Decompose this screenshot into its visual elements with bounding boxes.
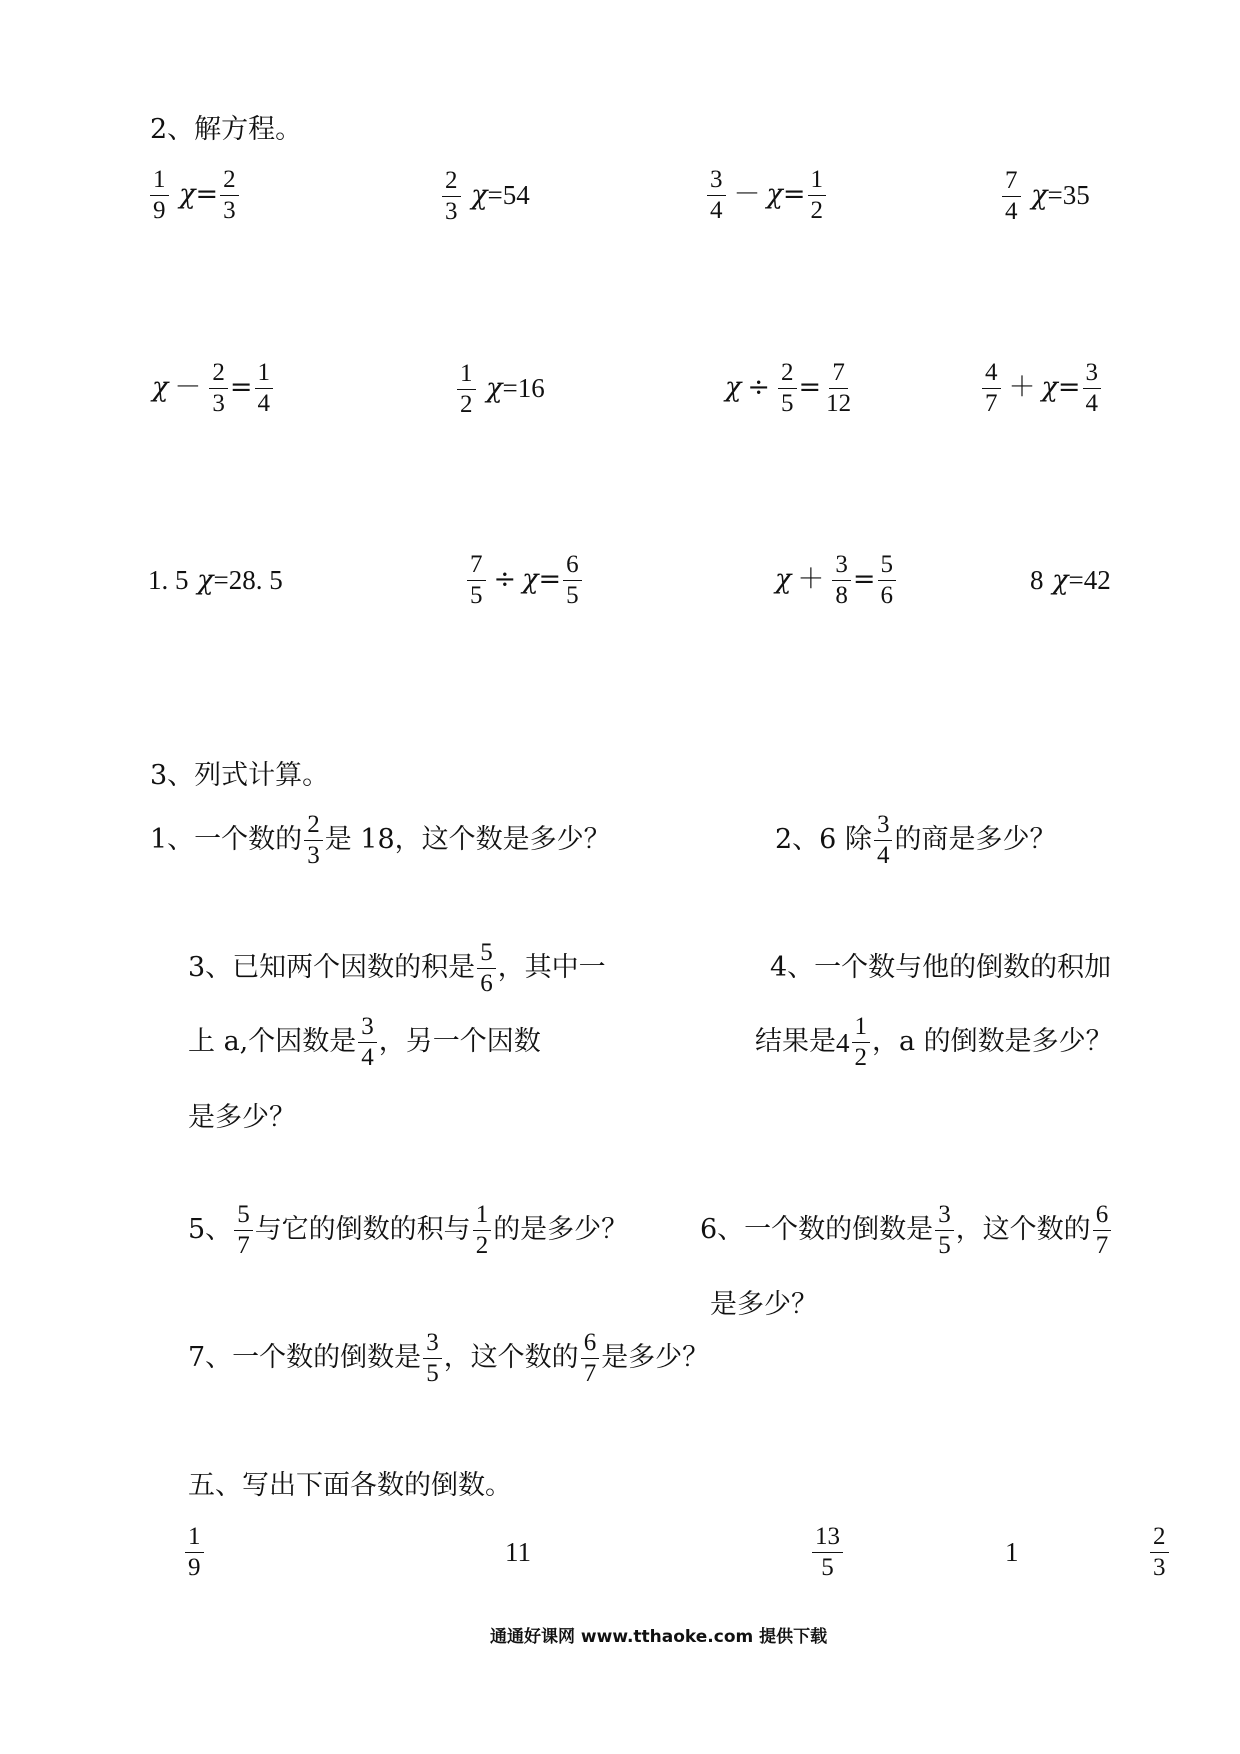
question-4-line-2: 结果是 4 $\frac{1}{2}$ ，a 的倒数是多少？ (755, 1013, 1113, 1071)
question-6-line-1: 6、一个数的倒数是 $\frac{3}{5}$ ，这个数的 $\frac{6}{7}$ (700, 1200, 1113, 1260)
equation-10: $\frac{7}{5}$ ÷ χ= $\frac{6}{5}$ (465, 550, 584, 610)
fraction: $\frac{3}{5}$ (935, 1201, 954, 1260)
fraction: $\frac{2}{5}$ (778, 359, 797, 418)
equation-1: $\frac{1}{9}$ χ= $\frac{2}{3}$ (148, 165, 241, 225)
section-5-heading: 五、写出下面各数的倒数。 (188, 1470, 512, 1501)
fraction: $\frac{2}{3}$ (209, 359, 228, 418)
question-5: 5、 $\frac{5}{7}$ 与它的倒数的积与 $\frac{1}{2}$ 的是多少？ (188, 1201, 629, 1259)
question-3-line-1: 3、已知两个因数的积是 $\frac{5}{6}$ ，其中一 (188, 939, 606, 997)
question-4-line-1: 4、一个数与他的倒数的积加 (770, 952, 1112, 983)
fraction: $\frac{3}{4}$ (1083, 359, 1102, 418)
mixed-number: 4 $\frac{1}{2}$ (836, 1013, 872, 1073)
fraction: $\frac{2}{3}$ (220, 166, 239, 225)
equation-8: $\frac{4}{7}$ ＋ χ= $\frac{3}{4}$ (980, 358, 1103, 418)
fraction: $\frac{3}{8}$ (832, 551, 851, 610)
question-6-line-2: 是多少？ (710, 1289, 818, 1320)
question-2: 2、6 除 $\frac{3}{4}$ 的商是多少？ (775, 811, 1057, 869)
fraction: $\frac{2}{3}$ (442, 167, 461, 226)
fraction: $\frac{6}{7}$ (1093, 1201, 1112, 1260)
fraction: $\frac{3}{4}$ (358, 1013, 377, 1072)
fraction: $\frac{5}{6}$ (878, 551, 897, 610)
fraction: $\frac{6}{5}$ (563, 551, 582, 610)
equation-7: χ ÷ $\frac{2}{5}$ = $\frac{7}{12}$ (725, 358, 856, 418)
equation-9: 1. 5 χ=28. 5 (148, 565, 283, 596)
fraction: $\frac{2}{3}$ (304, 811, 323, 870)
fraction: $\frac{1}{4}$ (255, 359, 274, 418)
question-3-line-3: 是多少？ (188, 1102, 296, 1133)
section-2-heading: 2、解方程。 (150, 114, 303, 145)
fraction: $\frac{5}{6}$ (477, 939, 496, 998)
equation-12: 8 χ=42 (1030, 565, 1111, 596)
question-1: 1、一个数的 $\frac{2}{3}$ 是 18，这个数是多少？ (150, 811, 611, 869)
fraction: $\frac{7}{12}$ (826, 359, 852, 417)
reciprocal-item-1: $\frac{1}{9}$ (183, 1522, 206, 1582)
fraction: $\frac{3}{5}$ (423, 1329, 442, 1388)
fraction: $\frac{1}{2}$ (473, 1201, 492, 1260)
equation-6: $\frac{1}{2}$ χ=16 (455, 358, 545, 419)
equation-3: $\frac{3}{4}$ － χ= $\frac{1}{2}$ (705, 165, 828, 225)
reciprocal-item-2: 11 (505, 1537, 531, 1567)
question-3-line-2: 上 a,个因数是 $\frac{3}{4}$ ，另一个因数 (188, 1013, 541, 1071)
fraction: $\frac{4}{7}$ (982, 359, 1001, 418)
section-3-heading: 3、列式计算。 (150, 760, 330, 791)
fraction: $\frac{5}{7}$ (234, 1201, 253, 1260)
fraction: $\frac{6}{7}$ (581, 1329, 600, 1388)
equation-2: $\frac{2}{3}$ χ=54 (440, 165, 530, 226)
reciprocal-item-4: 1 (1005, 1537, 1019, 1567)
equation-4: $\frac{7}{4}$ χ=35 (1000, 165, 1090, 226)
fraction: $\frac{7}{5}$ (467, 551, 486, 610)
reciprocal-item-3: $\frac{13}{5}$ (810, 1522, 845, 1582)
fraction: $\frac{3}{4}$ (874, 811, 893, 870)
fraction: $\frac{1}{9}$ (150, 166, 169, 225)
fraction: $\frac{1}{2}$ (808, 166, 827, 225)
fraction: $\frac{1}{2}$ (457, 360, 476, 419)
question-7: 7、一个数的倒数是 $\frac{3}{5}$ ，这个数的 $\frac{6}{7}$ 是多少？ (188, 1329, 710, 1387)
equation-11: χ ＋ $\frac{3}{8}$ = $\frac{5}{6}$ (775, 550, 898, 610)
reciprocal-item-5: $\frac{2}{3}$ (1148, 1522, 1171, 1582)
fraction: $\frac{7}{4}$ (1002, 167, 1021, 226)
footer-credit: 通通好课网 www.tthaoke.com 提供下载 (490, 1627, 828, 1647)
equation-5: χ － $\frac{2}{3}$ = $\frac{1}{4}$ (152, 358, 275, 418)
fraction: $\frac{3}{4}$ (707, 166, 726, 225)
